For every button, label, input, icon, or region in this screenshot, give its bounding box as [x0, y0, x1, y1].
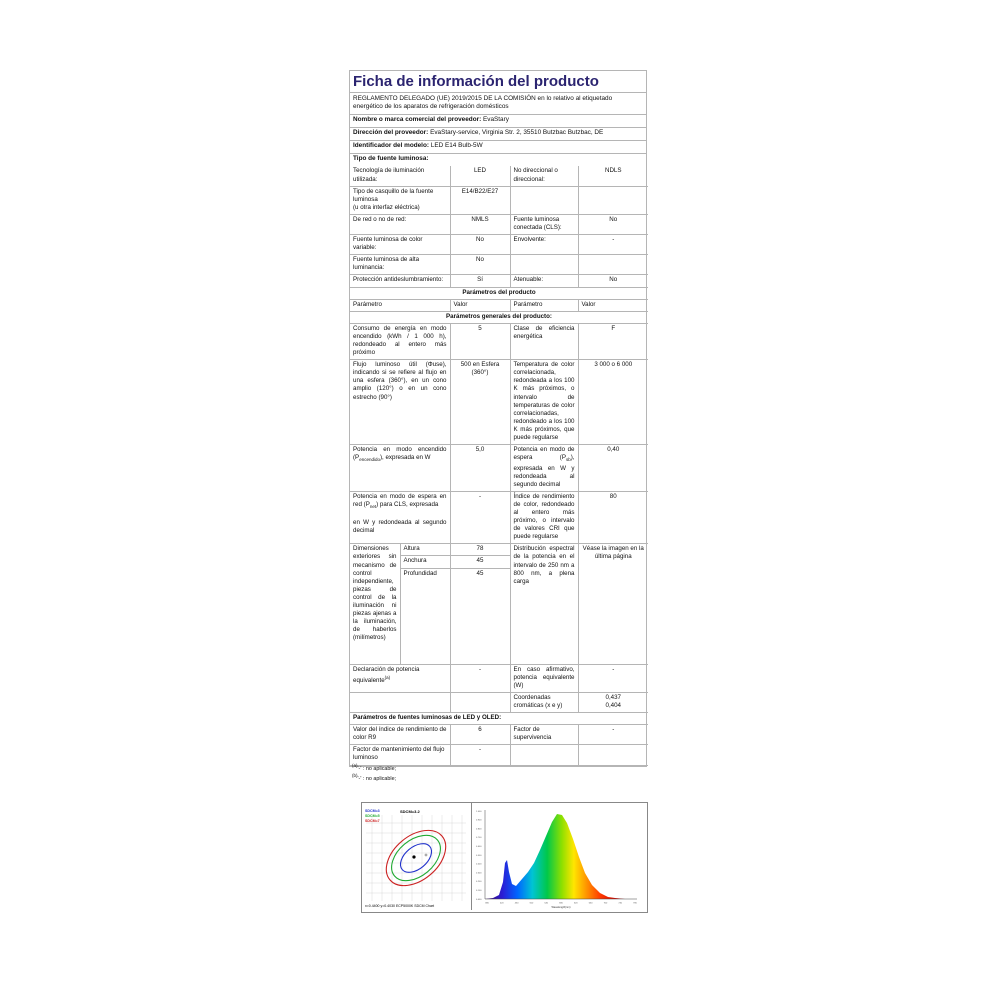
table-row — [350, 235, 648, 255]
row-value: 500 en Esfera (360°) — [450, 360, 510, 445]
row-label: Potencia en modo encendido $(P_{encendido})$, expresada en W — [350, 445, 450, 492]
sdcm-chart — [362, 803, 472, 910]
section-heading: Parámetros del producto — [350, 287, 648, 299]
spectrum-y-tick: 0.400 — [476, 863, 482, 866]
sdcm-value: SDCM=3.2 — [400, 809, 420, 814]
table-row — [350, 360, 648, 445]
dimension-label: Anchura — [400, 556, 450, 568]
spectrum-x-tick: 500 — [529, 902, 534, 905]
product-info-sheet — [349, 70, 647, 767]
spectrum-y-tick: 0.500 — [476, 854, 482, 857]
row-label: Factor de mantenimiento del flujo luminoso — [350, 745, 450, 765]
spectrum-x-tick: 620 — [573, 902, 578, 905]
table-row — [350, 287, 648, 299]
row-label: Consumo de energía en modo encendido (kWh / 1 000 h), redondeado al entero más próximo — [350, 323, 450, 359]
model-line — [350, 141, 646, 154]
row-value: No — [450, 235, 510, 255]
spectrum-y-tick: 0.700 — [476, 837, 482, 840]
row-value: - — [578, 235, 648, 255]
row-label — [510, 255, 578, 275]
row-value: 5 — [450, 323, 510, 359]
empty-cell — [350, 692, 450, 712]
table-row — [350, 323, 648, 359]
footnote: $^{(b)}$'-' : no aplicable; — [352, 773, 397, 782]
row-label: Temperatura de color correlacionada, redondeada a los 100 K más próximos, o intervalo de temperaturas de color correlacionadas, redondeado a los 100 K más próximos, que puede regularse — [510, 360, 578, 445]
sdcm-legend-1: SDCM=3 — [365, 809, 380, 813]
spec-table — [350, 166, 648, 765]
row-label: Tipo de casquillo de la fuente luminosa (u otra interfaz eléctrica) — [350, 186, 450, 214]
spectrum-x-tick: 420 — [499, 902, 504, 905]
row-label: Coordenadas cromáticas (x e y) — [510, 692, 578, 712]
spectrum-y-tick: 0.200 — [476, 881, 482, 884]
row-label: En caso afirmativo, potencia equivalente (W) — [510, 664, 578, 692]
dimension-value: 45 — [450, 556, 510, 568]
dimension-label: Altura — [400, 544, 450, 556]
light-source-heading: Tipo de fuente luminosa: — [353, 155, 429, 163]
row-label: Protección antideslumbramiento: — [350, 275, 450, 287]
spectrum-chart-svg — [475, 806, 643, 909]
row-label: Dimensiones exteriores sin mecanismo de control independiente, piezas de control de la iluminación ni piezas ajenas a la iluminación, de haberlos (milímetros) — [350, 544, 400, 664]
supplier-label: Nombre o marca comercial del proveedor: — [353, 115, 482, 123]
row-label: Índice de rendimiento de color, redondeado al entero más próximo, o intervalo de valores CRI que puede regularse — [510, 491, 578, 544]
sdcm-legend-3: SDCM=7 — [365, 819, 380, 823]
table-row — [350, 491, 648, 544]
row-label: Flujo luminoso útil (Φuse), indicando si se refiere al flujo en una esfera (360°), en un cono amplio (120°) o en un cono estrecho (90°) — [350, 360, 450, 445]
row-label — [510, 186, 578, 214]
row-value: Sí — [450, 275, 510, 287]
center-point — [412, 855, 415, 858]
column-header: Valor — [578, 299, 648, 311]
row-value: F — [578, 323, 648, 359]
row-value: NDLS — [578, 166, 648, 186]
table-row — [350, 664, 648, 692]
table-row — [350, 275, 648, 287]
table-row — [350, 255, 648, 275]
table-row — [350, 299, 648, 311]
table-row — [350, 445, 648, 492]
spectrum-x-tick: 700 — [603, 902, 608, 905]
section-heading: Parámetros de fuentes luminosas de LED y OLED: — [350, 713, 648, 725]
sheet-title: Ficha de información del producto — [350, 71, 646, 93]
spectral-image-panel — [361, 802, 648, 913]
row-label: Fuente luminosa de color variable: — [350, 235, 450, 255]
row-label: Potencia en modo de espera $(P_{sb})$, expresada en W y redondeada al segundo decimal — [510, 445, 578, 492]
table-row — [350, 311, 648, 323]
dimension-value: 45 — [450, 568, 510, 664]
spectrum-x-tick: 540 — [544, 902, 549, 905]
row-label: Declaración de potencia equivalente$^{(a)}$ — [350, 664, 450, 692]
row-label: Factor de supervivencia — [510, 725, 578, 745]
row-value — [578, 255, 648, 275]
row-value: - — [578, 664, 648, 692]
spectrum-x-tick: 380 — [485, 902, 489, 905]
row-value: Véase la imagen en la última página — [578, 544, 648, 664]
row-value: 3 000 o 6 000 — [578, 360, 648, 445]
supplier-value: EvaStary — [483, 115, 509, 123]
measured-point — [425, 854, 428, 857]
row-value: - — [450, 664, 510, 692]
table-row — [350, 692, 648, 712]
row-label: No direccional o direccional: — [510, 166, 578, 186]
regulation-text: REGLAMENTO DELEGADO (UE) 2019/2015 DE LA COMISIÓN en lo relativo al etiquetado energético de los aparatos de refrigeración domésticos — [350, 93, 646, 115]
column-header: Valor — [450, 299, 510, 311]
spectrum-xlabel: Wavelength(nm) — [551, 906, 571, 909]
spectrum-y-tick: 0.000 — [476, 898, 482, 901]
row-value: No — [450, 255, 510, 275]
table-row — [350, 214, 648, 234]
empty-cell — [578, 745, 648, 765]
dimension-value: 78 — [450, 544, 510, 556]
row-value: 0,40 — [578, 445, 648, 492]
row-value: No — [578, 275, 648, 287]
section-heading: Parámetros generales del producto: — [350, 311, 648, 323]
dimension-label: Profundidad — [400, 568, 450, 664]
spectrum-x-tick: 740 — [618, 902, 623, 905]
table-row — [350, 544, 648, 556]
table-row — [350, 166, 648, 186]
row-label: Potencia en modo de espera en red $(P_{net})$ para CLS, expresada en W y redondeada al segundo decimal — [350, 491, 450, 544]
row-value: 5,0 — [450, 445, 510, 492]
address-line — [350, 128, 646, 141]
model-label: Identificador del modelo: — [353, 142, 429, 149]
spectrum-y-tick: 1.000 — [476, 810, 482, 813]
spectrum-x-tick: 580 — [559, 902, 563, 905]
row-label: Clase de eficiencia energética — [510, 323, 578, 359]
row-label: Envolvente: — [510, 235, 578, 255]
column-header: Parámetro — [510, 299, 578, 311]
spectrum-chart — [475, 806, 643, 909]
spectrum-y-tick: 0.900 — [476, 819, 482, 822]
row-label: Fuente luminosa de alta luminancia: — [350, 255, 450, 275]
table-row — [350, 725, 648, 745]
empty-cell — [450, 692, 510, 712]
sdcm-legend-2: SDCM=5 — [365, 814, 380, 818]
spectrum-y-tick: 0.800 — [476, 828, 482, 831]
spectrum-y-tick: 0.300 — [476, 872, 482, 875]
row-label: De red o no de red: — [350, 214, 450, 234]
empty-cell — [510, 745, 578, 765]
spectrum-x-tick: 460 — [514, 902, 519, 905]
spectrum-y-tick: 0.600 — [476, 846, 482, 848]
row-label: Atenuable: — [510, 275, 578, 287]
spectrum-x-tick: 660 — [588, 902, 593, 905]
sdcm-footer: x=0.4400 y=0.4030 ECP5000K SDCM Chart — [365, 904, 435, 908]
sdcm-chart-svg — [362, 803, 471, 910]
row-label: Tecnología de iluminación utilizada: — [350, 166, 450, 186]
row-value — [578, 186, 648, 214]
row-value: NMLS — [450, 214, 510, 234]
row-label: Valor del índice de rendimiento de color R9 — [350, 725, 450, 745]
row-value: 6 — [450, 725, 510, 745]
spectrum-x-tick: 780 — [633, 902, 637, 905]
row-value: E14/B22/E27 — [450, 186, 510, 214]
column-header: Parámetro — [350, 299, 450, 311]
supplier-line — [350, 115, 646, 128]
row-value: - — [578, 725, 648, 745]
address-value: EvaStary-service, Virginia Str. 2, 35510 Butzbac Butzbac, DE — [430, 128, 604, 136]
model-value: LED E14 Bulb-5W — [430, 142, 483, 149]
row-value: - — [450, 491, 510, 544]
row-value: 0,437 0,404 — [578, 692, 648, 712]
row-value: LED — [450, 166, 510, 186]
row-label: Distribución espectral de la potencia en el intervalo de 250 nm a 800 nm, a plena carga — [510, 544, 578, 664]
row-label: Fuente luminosa conectada (CLS): — [510, 214, 578, 234]
spectrum-y-tick: 0.100 — [476, 890, 482, 892]
footnote: $^{(a)}$'-' : no aplicable; — [352, 763, 397, 772]
table-row — [350, 713, 648, 725]
row-value: 80 — [578, 491, 648, 544]
row-value: No — [578, 214, 648, 234]
table-row — [350, 186, 648, 214]
address-label: Dirección del proveedor: — [353, 128, 429, 136]
row-value: - — [450, 745, 510, 765]
